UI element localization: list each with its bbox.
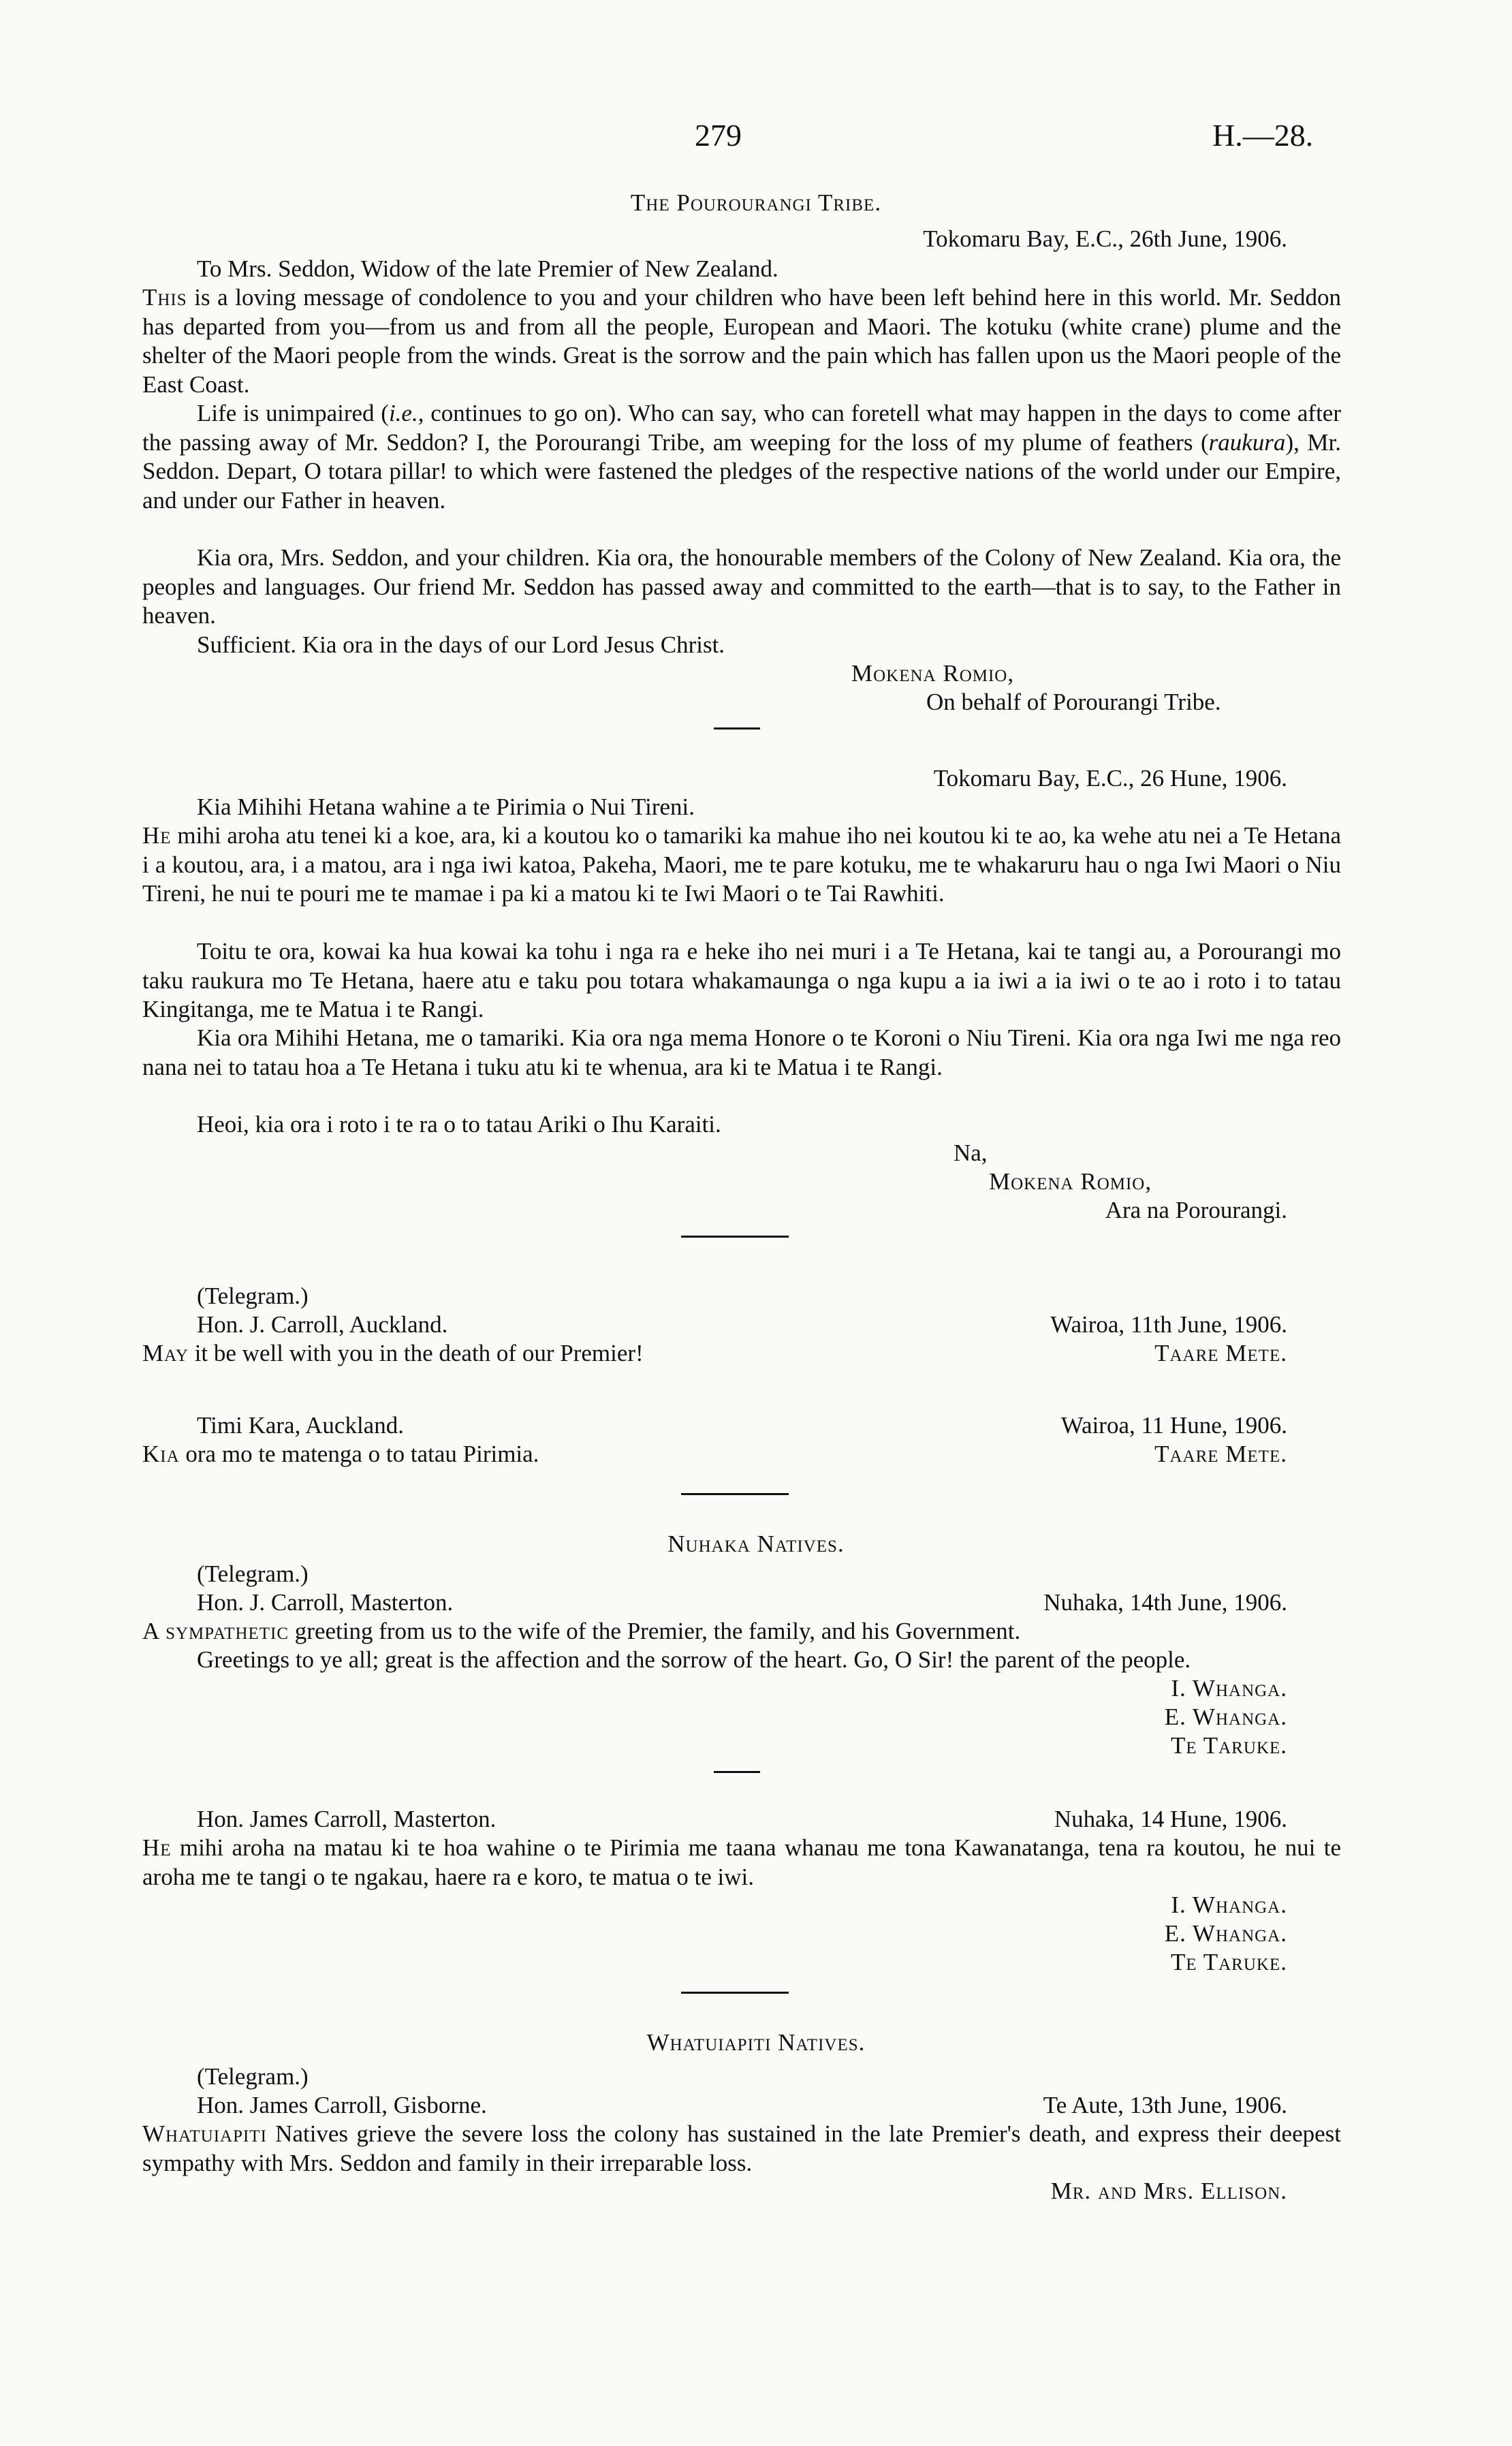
divider	[681, 1236, 789, 1238]
s1-paragraph-3: Kia ora, Mrs. Seddon, and your children. Kia ora, the honourable members of the Colony of New Zealand. Kia ora, the peoples and languages. Our friend Mr. Seddon has passed away and committed to the earth—that is to say, to the Father in heaven.	[142, 544, 1341, 629]
s5-paragraph-1: Whatuiapiti Natives grieve the severe loss the colony has sustained in the late Premier's death, and express their deepest sympathy with Mrs. Seddon and family in their irreparable loss.	[142, 2120, 1341, 2176]
s5-place-date: Te Aute, 13th June, 1906.	[1043, 2092, 1287, 2118]
t1-place-date: Wairoa, 11th June, 1906.	[1050, 1311, 1287, 1338]
s4-signature-3: Te Taruke.	[1170, 1949, 1287, 1975]
s2-place-date: Tokomaru Bay, E.C., 26 Hune, 1906.	[933, 765, 1287, 791]
s2-signature-na: Na,	[954, 1140, 988, 1166]
document-reference: H.—28.	[1212, 118, 1314, 153]
t2-body: Kia ora mo te matenga o to tatau Pirimia.	[142, 1441, 539, 1467]
s2-paragraph-1: He mihi aroha atu tenei ki a koe, ara, ki a koutou ko o tamariki ka mahue iho nei koutou ki te ao, ka wehe atu nei a Te Hetana i a koutou, ara, i a matou, ara i nga iwi katoa, Pakeha, Maori, me te pare kotuku, me te whakaruru hau o nga Iwi Maori o Niu Tireni, he nui te pouri me te mamae i pa ki a matou ki te Iwi Maori o te Tai Rawhiti.	[142, 822, 1341, 907]
t1-signature: Taare Mete.	[1154, 1340, 1287, 1366]
divider	[714, 727, 760, 730]
t2-signature: Taare Mete.	[1154, 1441, 1287, 1467]
s4-signature-2: E. Whanga.	[1164, 1920, 1287, 1947]
s1-signature-behalf: On behalf of Porourangi Tribe.	[926, 689, 1221, 715]
s4-recipient: Hon. James Carroll, Masterton.	[197, 1806, 497, 1832]
s3-paragraph-2: Greetings to ye all; great is the affection and the sorrow of the heart. Go, O Sir! the parent of the people.	[197, 1646, 1191, 1673]
s1-address: To Mrs. Seddon, Widow of the late Premier of New Zealand.	[197, 255, 778, 282]
s1-paragraph-1: This is a loving message of condolence to you and your children who have been left behind here in this world. Mr. Seddon has departed from you—from us and from all the people, European and Maori. The kotuku (white crane) plume and the shelter of the Maori people from the winds. Great is the sorrow and the pain which has fallen upon us the Maori people of the East Coast.	[142, 284, 1341, 398]
s3-signature-2: E. Whanga.	[1164, 1704, 1287, 1730]
s2-signature-name: Mokena Romio,	[989, 1168, 1152, 1195]
t2-recipient: Timi Kara, Auckland.	[197, 1412, 404, 1439]
s2-address: Kia Mihihi Hetana wahine a te Pirimia o Nui Tireni.	[197, 794, 695, 820]
s4-paragraph-1: He mihi aroha na matau ki te hoa wahine o te Pirimia me taana whanau me tona Kawanatanga, tena ra koutou, he nui te aroha me te tangi o te ngakau, haere ra e koro, te matua o te iwi.	[142, 1834, 1341, 1890]
divider	[681, 1493, 789, 1495]
s5-signature: Mr. and Mrs. Ellison.	[1050, 2178, 1287, 2204]
t1-recipient: Hon. J. Carroll, Auckland.	[197, 1311, 448, 1338]
divider	[714, 1771, 760, 1773]
s3-place-date: Nuhaka, 14th June, 1906.	[1043, 1589, 1287, 1616]
s1-place-date: Tokomaru Bay, E.C., 26th June, 1906.	[923, 225, 1287, 252]
s3-telegram-label: (Telegram.)	[197, 1561, 309, 1587]
s3-paragraph-1: A sympathetic greeting from us to the wife of the Premier, the family, and his Government.	[142, 1618, 1021, 1644]
s3-recipient: Hon. J. Carroll, Masterton.	[197, 1589, 454, 1616]
s3-signature-3: Te Taruke.	[1170, 1732, 1287, 1759]
section-title-whatuiapiti: Whatuiapiti Natives.	[646, 2029, 866, 2056]
t1-body: May it be well with you in the death of our Premier!	[142, 1340, 644, 1366]
t2-place-date: Wairoa, 11 Hune, 1906.	[1060, 1412, 1287, 1439]
s2-paragraph-2: Toitu te ora, kowai ka hua kowai ka tohu i nga ra e heke iho nei muri i a Te Hetana, kai te tangi au, a Porourangi mo taku raukura mo Te Hetana, haere atu e taku pou totara whakamaunga o nga kupu a ia iwi a ia iwi o te ao i roto i to tatau Kingitanga, me te Matua i te Rangi.	[142, 938, 1341, 1022]
s5-telegram-label: (Telegram.)	[197, 2063, 309, 2090]
s2-paragraph-3: Kia ora Mihihi Hetana, me o tamariki. Kia ora nga mema Honore o te Koroni o Niu Tireni. Kia ora nga Iwi me nga reo nana nei to tatau hoa a Te Hetana i tuku atu ki te whenua, ara ki te Matua i te Rangi.	[142, 1024, 1341, 1080]
s1-signature-name: Mokena Romio,	[851, 660, 1015, 687]
s4-place-date: Nuhaka, 14 Hune, 1906.	[1054, 1806, 1287, 1832]
section-title-porourangi: The Pourourangi Tribe.	[630, 189, 882, 216]
s2-paragraph-4: Heoi, kia ora i roto i te ra o to tatau Ariki o Ihu Karaiti.	[197, 1111, 721, 1138]
divider	[681, 1992, 789, 1994]
s2-signature-tribe: Ara na Porourangi.	[1105, 1197, 1287, 1223]
s3-signature-1: I. Whanga.	[1171, 1675, 1287, 1702]
s1-paragraph-2: Life is unimpaired (i.e., continues to go on). Who can say, who can foretell what may happen in the days to come after the passing away of Mr. Seddon? I, the Porourangi Tribe, am weeping for the loss of my plume of feathers (raukura), Mr. Seddon. Depart, O totara pillar! to which were fastened the pledges of the respective nations of the world under our Empire, and under our Father in heaven.	[142, 400, 1341, 514]
page-number: 279	[695, 118, 742, 153]
section-title-nuhaka: Nuhaka Natives.	[667, 1531, 845, 1557]
s1-paragraph-4: Sufficient. Kia ora in the days of our Lord Jesus Christ.	[197, 631, 725, 658]
t1-telegram-label: (Telegram.)	[197, 1283, 309, 1309]
s4-signature-1: I. Whanga.	[1171, 1892, 1287, 1918]
s5-recipient: Hon. James Carroll, Gisborne.	[197, 2092, 487, 2118]
